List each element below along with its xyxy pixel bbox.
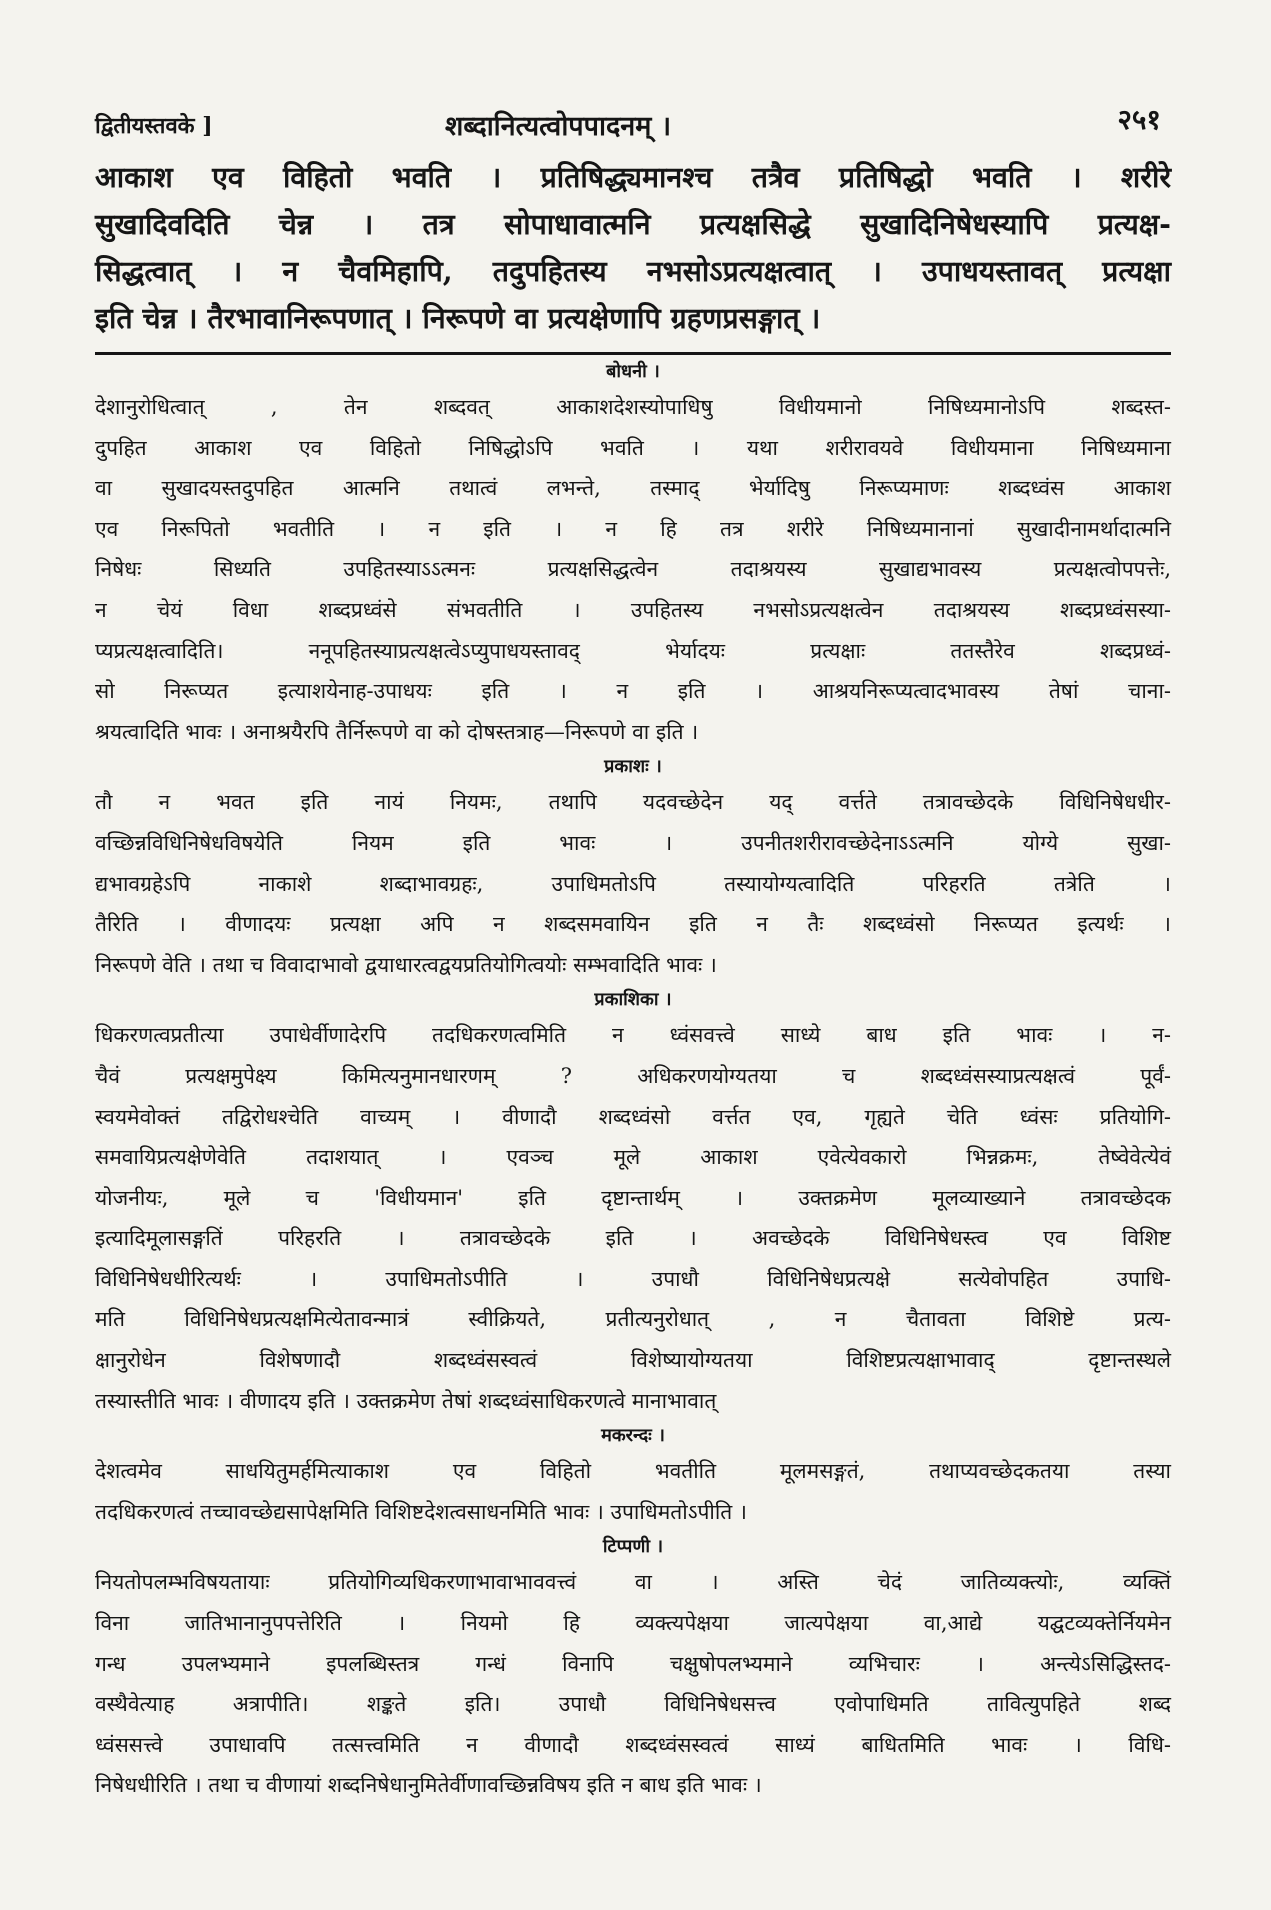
section-title: बोधनी । [606,361,660,382]
commentary-line: योजनीयः, मूले च 'विधीयमान' इति दृष्टान्तार्थम् । उक्तक्रमेण मूलव्याख्याने तत्रावच्छेदक [95,1185,1171,1210]
commentary-line: क्षानुरोधेन विशेषणादौ शब्दध्वंसस्वत्वं विशेष्यायोग्यतया विशिष्टप्रत्यक्षाभावाद् दृष्टान्तस्थले [95,1348,1171,1373]
commentary-line: श्रयत्वादिति भावः । अनाश्रयैरपि तैर्निरूपणे वा को दोषस्तत्राह—निरूपणे वा इति । [95,719,699,744]
commentary-line: तौ न भवत इति नायं नियमः, तथापि यदवच्छेदेन यद् वर्त्तते तत्रावच्छेदके विधिनिषेधधीर- [95,790,1171,815]
commentary-line: नियतोपलम्भविषयतायाः प्रतियोगिव्यधिकरणाभावाभाववत्त्वं वा । अस्ति चेदं जातिव्यक्त्योः, व्यक्तिं [95,1570,1171,1595]
page-number: २५१ [1117,103,1161,136]
divider-rule [95,352,1171,355]
commentary-line: गन्ध उपलभ्यमाने इपलब्धिस्तत्र गन्धं विनापि चक्षुषोपलभ्यमाने व्यभिचारः । अन्त्येऽसिद्धिस्तद- [95,1651,1171,1676]
commentary-line: विना जातिभानानुपपत्तेरिति । नियमो हि व्यक्त्यपेक्षया जात्यपेक्षया वा,आद्ये यद्घटव्यक्तेर्नियमेन [95,1611,1171,1636]
commentary-line: वस्थैवेत्याह अत्रापीति। शङ्कते इति। उपाधौ विधिनिषेधसत्त्व एवोपाधिमति तावित्युपहिते शब्द [95,1692,1171,1717]
commentary-makaranda [95,1421,1171,1532]
commentary-line: वच्छिन्नविधिनिषेधविषयेति नियम इति भावः । उपनीतशरीरावच्छेदेनाऽऽत्मनि योग्ये सुखा- [95,830,1171,855]
main-line: सुखादिवदिति चेन्न । तत्र सोपाधावात्मनि प्रत्यक्षसिद्धे सुखादिनिषेधस्यापि प्रत्यक्ष- [95,207,1171,241]
commentary-line: मति विधिनिषेधप्रत्यक्षमित्येतावन्मात्रं स्वीक्रियते, प्रतीत्यनुरोधात् , न चैतावता विशिष्टे प्रत्य- [95,1307,1171,1332]
commentary-tippani [95,1532,1171,1806]
commentary-line: वा सुखादयस्तदुपहित आत्मनि तथात्वं लभन्ते, तस्माद् भेर्यादिषु निरूप्यमाणः शब्दध्वंस आकाश [95,476,1171,501]
commentary-line: तस्यास्तीति भावः । वीणादय इति । उक्तक्रमेण तेषां शब्दध्वंसाधिकरणत्वे मानाभावात् [95,1388,717,1413]
commentary-line: न चेयं विधा शब्दप्रध्वंसे संभवतीति । उपहितस्य नभसोऽप्रत्यक्षत्वेन तदाश्रयस्य शब्दप्रध्वंसस्या- [95,597,1171,622]
main-line: सिद्धत्वात् । न चैवमिहापि, तदुपहितस्य नभसोऽप्रत्यक्षत्वात् । उपाधयस्तावत् प्रत्यक्षा [95,254,1171,288]
commentary-line: निरूपणे वेति । तथा च विवादाभावो द्वयाधारत्वद्वयप्रतियोगित्वयोः सम्भवादिति भावः । [95,952,717,977]
commentary-line: धिकरणत्वप्रतीत्या उपाधेर्वीणादेरपि तदधिकरणत्वमिति न ध्वंसवत्त्वे साध्ये बाध इति भावः । न- [95,1023,1171,1048]
commentary-prakasha [95,752,1171,985]
commentary-line: दुपहित आकाश एव विहितो निषिद्धोऽपि भवति । यथा शरीरावयवे विधीयमाना निषिध्यमाना [95,435,1171,460]
section-title: प्रकाशिका । [594,989,672,1011]
commentary-line: इत्यादिमूलासङ्गतिं परिहरति । तत्रावच्छेदके इति । अवच्छेदके विधिनिषेधस्त्व एव विशिष्ट [95,1226,1171,1251]
section-title: मकरन्दः । [601,1425,665,1447]
commentary-line: ध्वंससत्त्वे उपाधावपि तत्सत्त्वमिति न वीणादौ शब्दध्वंसस्वत्वं साध्यं बाधितमिति भावः । विधि- [95,1732,1171,1757]
commentary-prakashika [95,985,1171,1421]
section-title: टिप्पणी । [602,1536,664,1558]
commentary-line: स्वयमेवोक्तं तद्विरोधश्चेति वाच्यम् । वीणादौ शब्दध्वंसो वर्त्तत एव, गृह्यते चेति ध्वंसः प्रतियोगि- [95,1104,1171,1129]
header-title: शब्दानित्यत्वोपपादनम् । [445,111,672,142]
commentary-line: तैरिति । वीणादयः प्रत्यक्षा अपि न शब्दसमवायिन इति न तैः शब्दध्वंसो निरूप्यत इत्यर्थः । [95,912,1171,937]
header-chapter: द्वितीयस्तवके ] [95,113,213,139]
main-text [95,154,1171,342]
commentary-line: देशानुरोधित्वात् , तेन शब्दवत् आकाशदेशस्योपाधिषु विधीयमानो निषिध्यमानोऽपि शब्दस्त- [95,395,1171,419]
running-header [95,92,1171,146]
commentary-line: समवायिप्रत्यक्षेणेवेति तदाशयात् । एवञ्च मूले आकाश एवेत्येवकारो भिन्नक्रमः, तेष्वेवेत्येवं [95,1145,1171,1170]
commentary-line: विधिनिषेधधीरित्यर्थः । उपाधिमतोऽपीति । उपाधौ विधिनिषेधप्रत्यक्षे सत्येवोपहित उपाधि- [95,1266,1171,1291]
commentary-line: तदधिकरणत्वं तच्चावच्छेद्यसापेक्षमिति विशिष्टदेशत्वसाधनमिति भावः । उपाधिमतोऽपीति । [95,1499,747,1524]
commentary-line: चैवं प्रत्यक्षमुपेक्ष्य किमित्यनुमानधारणम् ? अधिकरणयोग्यतया च शब्दध्वंसस्याप्रत्यक्षत्वं पूर्वं- [95,1063,1171,1088]
commentary-line: एव निरूपितो भवतीति । न इति । न हि तत्र शरीरे निषिध्यमानानां सुखादीनामर्थादात्मनि [95,516,1171,541]
main-line: आकाश एव विहितो भवति । प्रतिषिद्ध्यमानश्च तत्रैव प्रतिषिद्धो भवति । शरीरे [95,160,1171,194]
commentary-line: प्यप्रत्यक्षत्वादिति। ननूपहितस्याप्रत्यक्षत्वेऽप्युपाधयस्तावद् भेर्यादयः प्रत्यक्षाः ततस्तैरेव शब्दप्रध्वं- [95,638,1171,663]
commentary-line: निषेधधीरिति । तथा च वीणायां शब्दनिषेधानुमितेर्वीणावच्छिन्नविषय इति न बाध इति भावः । [95,1773,762,1798]
commentary-line: निषेधः सिध्यति उपहितस्याऽऽत्मनः प्रत्यक्षसिद्धत्वेन तदाश्रयस्य सुखाद्यभावस्य प्रत्यक्षत्वोपपत्तेः, [95,557,1171,582]
section-title: प्रकाशः । [604,756,662,778]
commentary-line: सो निरूप्यत इत्याशयेनाह-उपाधयः इति । न इति । आश्रयनिरूप्यत्वादभावस्य तेषां चाना- [95,679,1171,704]
commentary-line: द्यभावग्रहेऽपि नाकाशे शब्दाभावग्रहः, उपाधिमतोऽपि तस्यायोग्यत्वादिति परिहरति तत्रेति । [95,871,1171,896]
main-line: इति चेन्न । तैरभावानिरूपणात् । निरूपणे वा प्रत्यक्षेणापि ग्रहणप्रसङ्गात् । [95,301,821,335]
commentary-bodhani [95,357,1171,752]
commentary-line: देशत्वमेव साधयितुमर्हमित्याकाश एव विहितो भवतीति मूलमसङ्गतं, तथाप्यवच्छेदकतया तस्या [95,1459,1171,1484]
